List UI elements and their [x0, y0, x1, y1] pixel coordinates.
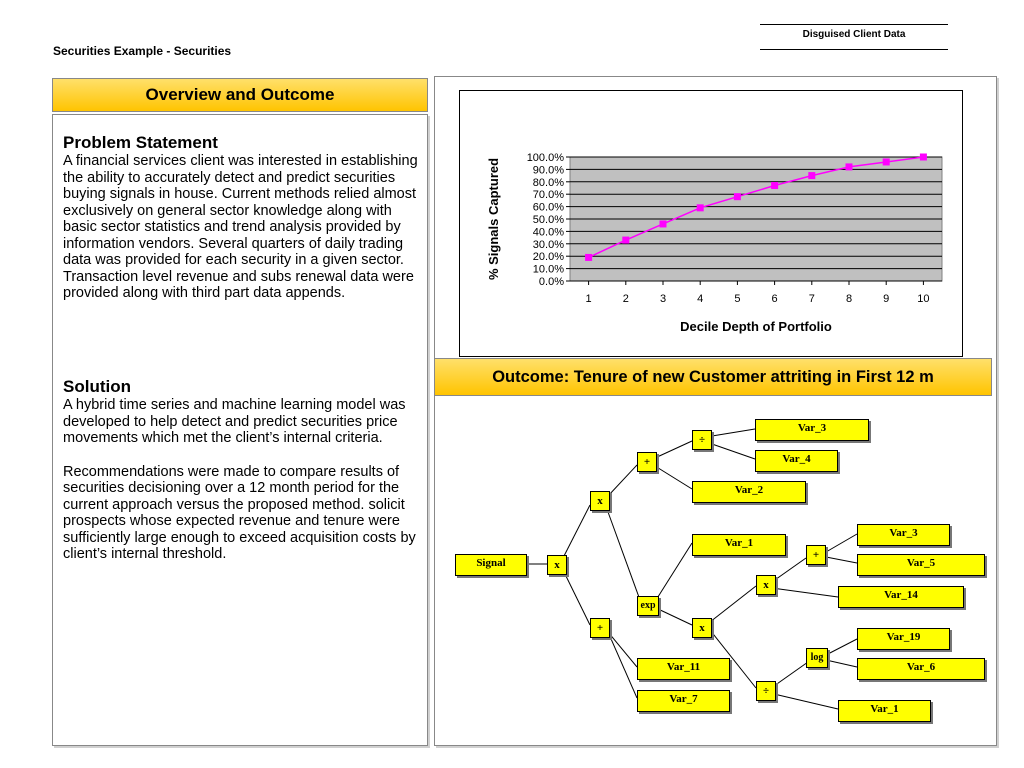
var-6-node: Var_6 — [857, 658, 985, 680]
y-tick-label: 30.0% — [532, 238, 564, 251]
solution-heading: Solution — [63, 377, 131, 396]
x-tick-label: 8 — [845, 293, 853, 305]
plus-right-node: + — [806, 545, 826, 565]
var-11-node: Var_11 — [637, 658, 730, 680]
multiply-upper-node: x — [590, 491, 610, 511]
x-tick-label: 1 — [585, 293, 592, 305]
var-19-node: Var_19 — [857, 628, 950, 650]
multiply-right-node: x — [756, 575, 776, 595]
y-tick-label: 80.0% — [532, 176, 564, 189]
x-tick-label: 5 — [734, 293, 741, 305]
x-tick-label: 2 — [622, 293, 629, 305]
y-tick-label: 20.0% — [532, 251, 564, 264]
x-tick-label: 10 — [917, 293, 930, 305]
var-1-node-bottom: Var_1 — [838, 700, 931, 722]
y-tick-label: 90.0% — [532, 164, 564, 177]
x-tick-label: 6 — [771, 293, 778, 305]
solution-text-2: Recommendations were made to compare results of securities decisioning over a 12 month period for the current approach versus the proposed method. solicit prospects whose expected revenue and tenure were sufficiently large enough to exceed acquisition costs by client’s internal threshold. — [63, 463, 416, 562]
var-2-node: Var_2 — [692, 481, 806, 503]
y-tick-label: 100.0% — [526, 152, 564, 164]
x-axis-label: Decile Depth of Portfolio — [680, 319, 832, 334]
var-3-node-right: Var_3 — [857, 524, 950, 546]
y-tick-label: 70.0% — [532, 189, 564, 202]
problem-text: A financial services client was interested in establishing the ability to accurately detect and predict securities buying signals in house. Current methods relied almost exclusively on general sector knowledge along with basic sector statistics and trend analysis provided by information vendors. Several quarters of daily trading data was provided for each security in a given sector. Transaction level revenue and subs renewal data were provided along with third part data appends. — [63, 153, 418, 301]
y-tick-label: 50.0% — [532, 214, 564, 226]
var-5-node: Var_5 — [857, 554, 985, 576]
divide-top-node: ÷ — [692, 430, 712, 450]
page-title: Securities Example - Securities — [53, 44, 232, 58]
var-4-node: Var_4 — [755, 450, 838, 472]
solution-text-1: A hybrid time series and machine learning model was developed to help detect and predict securities price movements which met the client’s internal criteria. — [63, 397, 406, 446]
log-node: log — [806, 648, 828, 668]
multiply-root-node: x — [547, 555, 567, 575]
plus-upper-node: + — [637, 452, 657, 472]
plus-lower-node: + — [590, 618, 610, 638]
y-tick-label: 40.0% — [532, 226, 564, 239]
var-14-node: Var_14 — [838, 586, 964, 608]
x-tick-label: 3 — [659, 293, 667, 305]
outcome-header: Outcome: Tenure of new Customer attriting in First 12 m — [434, 358, 992, 396]
y-tick-label: 60.0% — [532, 201, 564, 214]
signal-node: Signal — [455, 554, 527, 576]
var-3-node-top: Var_3 — [755, 419, 869, 441]
y-tick-label: 0.0% — [538, 276, 564, 288]
overview-header: Overview and Outcome — [52, 78, 428, 112]
exp-node: exp — [637, 596, 659, 616]
x-tick-label: 4 — [697, 293, 704, 305]
var-7-node: Var_7 — [637, 690, 730, 712]
y-tick-label: 10.0% — [532, 263, 564, 276]
divide-bottom-node: ÷ — [756, 681, 776, 701]
client-tag: Disguised Client Data — [802, 29, 906, 40]
var-1-node-mid: Var_1 — [692, 534, 786, 556]
problem-heading: Problem Statement — [63, 133, 218, 152]
multiply-mid-node: x — [692, 618, 712, 638]
y-axis-label: % Signals Captured — [486, 157, 501, 281]
x-tick-label: 7 — [808, 293, 815, 305]
x-tick-label: 9 — [883, 293, 890, 305]
